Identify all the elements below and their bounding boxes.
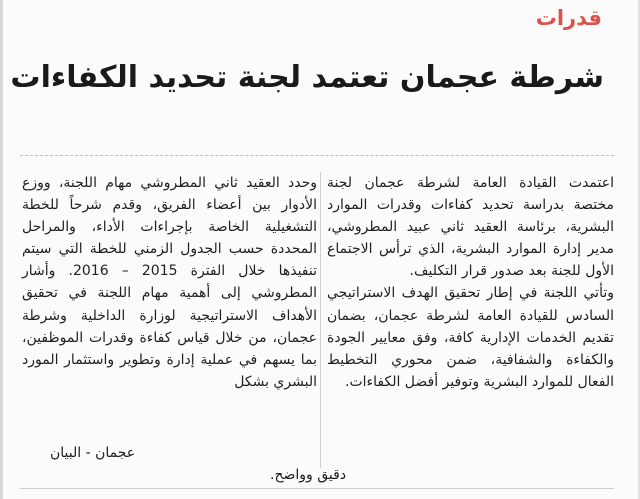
article-column-left [22, 172, 317, 393]
bottom-divider [20, 488, 614, 489]
headline: شرطة عجمان تعتمد لجنة تحديد الكفاءات [10, 60, 604, 95]
section-label: قدرات [535, 6, 602, 30]
paragraph-3: وحدد العقيد ثاني المطروشي مهام اللجنة، ووزع الأدوار بين أعضاء الفريق، وقدم شرحاً للخطة التشغيلية الخاصة بإجراءات الأداء، والمراحل المحددة حسب الجدول الزمني للخطة التي سيتم تنفيذها خلال الفترة 2015 – 2016. وأشار المطروشي إلى أهمية مهام اللجنة في تحقيق الأهداف الاستراتيجية لوزارة الداخلية وشرطة عجمان، من خلال قياس كفاءة وقدرات الموظفين، بما يسهم في عملية إدارة وتطوير واستثمار المورد البشري بشكل [22, 175, 317, 390]
paragraph-2: وتأتي اللجنة في إطار تحقيق الهدف الاستراتيجي السادس للقيادة العامة لشرطة عجمان، بضمان تقديم الخدمات الإدارية كافة، وفق معايير الجودة والكفاءة والشفافية، ضمن محوري التخطيط الفعال للموارد البشرية وتوفير أفضل الكفاءات. [327, 285, 614, 390]
closing-words: دقيق وواضح. [270, 467, 347, 483]
top-divider [20, 155, 614, 156]
column-divider [320, 172, 321, 468]
scan-edge-left [0, 0, 3, 499]
dateline-source: عجمان - البيان [50, 445, 136, 461]
paragraph-1: اعتمدت القيادة العامة لشرطة عجمان لجنة مختصة بدراسة تحديد كفاءات وقدرات الموارد البشرية، برئاسة العقيد ثاني عبيد المطروشي، مدير إدارة الموارد البشرية، الذي ترأس الاجتماع الأول للجنة بعد صدور قرار التكليف. [327, 175, 614, 280]
article-column-right [327, 172, 614, 393]
